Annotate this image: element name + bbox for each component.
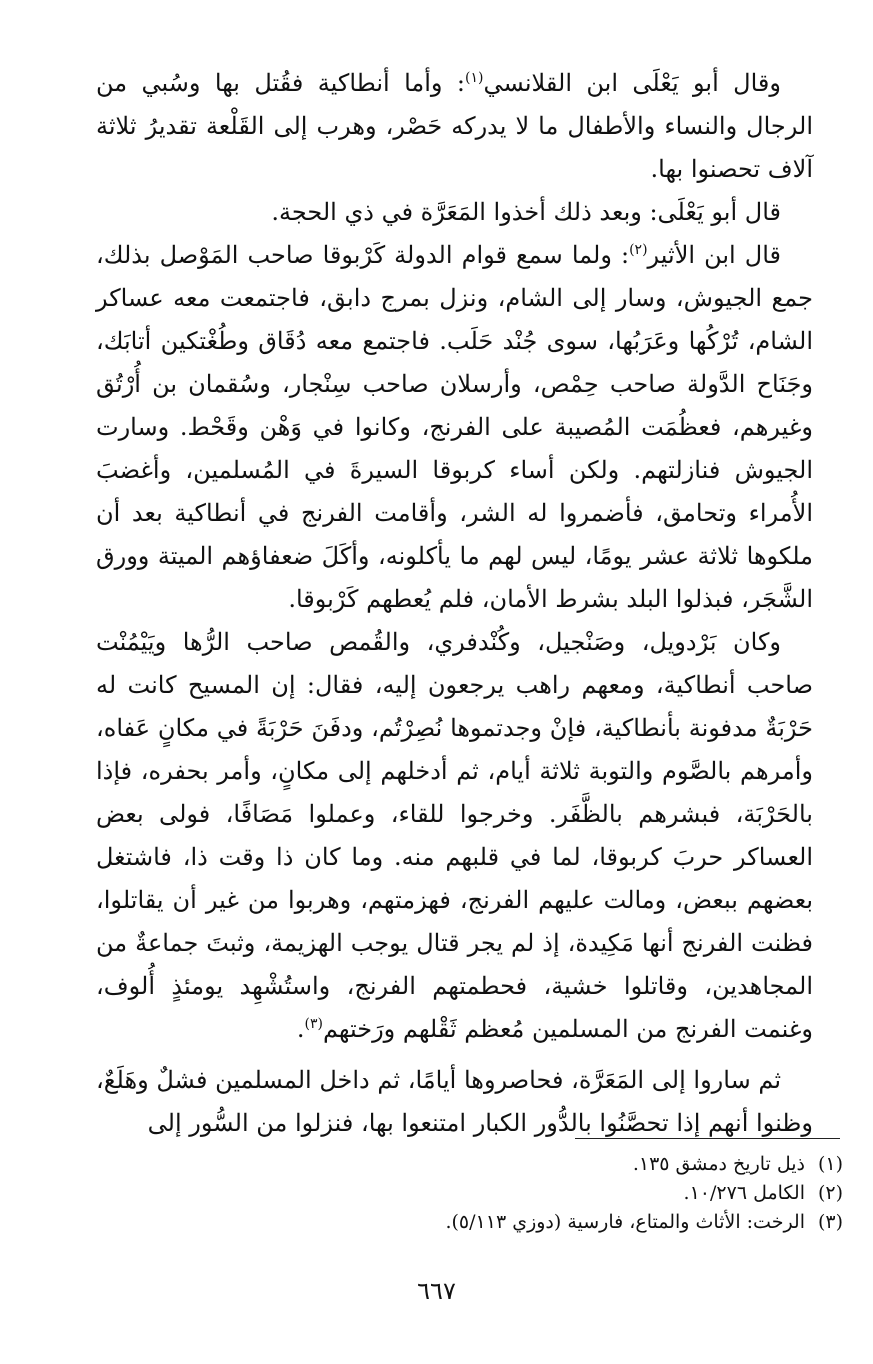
footnote-ref-3: (٣) bbox=[304, 1016, 323, 1032]
paragraph-1-text-cont: : وأما أنطاكية فقُتل بها وسُبي من الرجال والنساء والأطفال ما لا يدركه حَصْر، وهرب إلى القَلْعة تقديرُ ثلاثة آلاف تحصنوا بها. bbox=[96, 69, 813, 183]
paragraph-3 bbox=[96, 234, 813, 621]
footnote-text: الكامل ١٠/٢٧٦. bbox=[683, 1182, 805, 1204]
paragraph-1 bbox=[96, 62, 813, 191]
paragraph-4-text-cont: . bbox=[296, 1015, 305, 1043]
paragraph-4 bbox=[96, 621, 813, 1051]
footnote-text: الرخت: الأثاث والمتاع، فارسية (دوزي ٥/١١٣). bbox=[445, 1211, 805, 1233]
paragraph-5-text: ثم ساروا إلى المَعَرَّة، فحاصروها أيامًا، ثم داخل المسلمين فشلٌ وهَلَعٌ، وظنوا أنهم إذا تحصَّنُوا بالدُّور الكبار امتنعوا بها، فنزلوا من السُّور إلى bbox=[96, 1066, 813, 1137]
footnote-3 bbox=[100, 1208, 843, 1237]
footnote-text: ذيل تاريخ دمشق ١٣٥. bbox=[632, 1153, 805, 1175]
footnote-number: (٢) bbox=[817, 1182, 843, 1204]
paragraph-3-text-cont: : ولما سمع قوام الدولة كَرْبوقا صاحب المَوْصل بذلك، جمع الجيوش، وسار إلى الشام، ونزل بمرج دابق، فاجتمعت معه عساكر الشام، تُرْكُها وعَرَبُها، سوى جُنْد حَلَب. فاجتمع معه دُقَاق وطُغْتكين أتابَك، وجَنَاح الدَّولة صاحب حِمْص، وأرسلان صاحب سِنْجار، وسُقمان بن أُرْتُق وغيرهم، فعظُمَت المُصيبة على الفرنج، وكانوا في وَهْن وقَحْط. وسارت الجيوش فنازلتهم. ولكن أساء كربوقا السيرةَ في المُسلمين، وأغضبَ الأُمراء وتحامق، فأضمروا له الشر، وأقامت الفرنج في أنطاكية بعد أن ملكوها ثلاثة عشر يومًا، ليس لهم ما يأكلونه، وأكَلَ ضعفاؤهم الميتة وورق الشَّجَر، فبذلوا البلد بشرط الأمان، فلم يُعطهم كَرْبوقا. bbox=[96, 241, 813, 613]
footnote-number: (٣) bbox=[817, 1211, 843, 1233]
paragraph-4-text: وكان بَرْدويل، وصَنْجيل، وكُنْدفري، والقُمص صاحب الرُّها ويَيْمُنْت صاحب أنطاكية، ومعهم راهب يرجعون إليه، فقال: إن المسيح كانت له حَرْبَةٌ مدفونة بأنطاكية، فإنْ وجدتموها نُصِرْتُم، ودفَنَ حَرْبَةً في مكانٍ عَفاه، وأمرهم بالصَّوم والتوبة ثلاثة أيام، ثم أدخلهم إلى مكانٍ، وأمر بحفره، فإذا بالحَرْبَة، فبشرهم بالظَّفَر. وخرجوا للقاء، وعملوا مَصَافًا، فولى بعض العساكر حربَ كربوقا، لما في قلبهم منه. وما كان ذا وقت ذا، فاشتغل بعضهم ببعض، ومالت عليهم الفرنج، فهزمتهم، وهربوا من غير أن يقاتلوا، فظنت الفرنج أنها مَكِيدة، إذ لم يجر قتال يوجب الهزيمة، وثبتَ جماعةٌ من المجاهدين، وقاتلوا خشية، فحطمتهم الفرنج، واستُشْهِد يومئذٍ أُلوف، وغنمت الفرنج من المسلمين مُعظم ثَقْلهم ورَختهم bbox=[96, 628, 813, 1043]
footnote-ref-1: (١) bbox=[464, 70, 484, 86]
paragraph-2-text: قال أبو يَعْلَى: وبعد ذلك أخذوا المَعَرَّة في ذي الحجة. bbox=[271, 198, 781, 226]
paragraph-3-text: قال ابن الأثير bbox=[647, 241, 781, 269]
footnote-divider bbox=[575, 1138, 840, 1139]
page-number: ٦٦٧ bbox=[417, 1277, 456, 1305]
paragraph-1-text: وقال أبو يَعْلَى ابن القلانسي bbox=[483, 69, 781, 97]
footnote-ref-2: (٢) bbox=[629, 242, 648, 258]
paragraph-2 bbox=[96, 191, 813, 234]
footnotes bbox=[100, 1150, 843, 1237]
main-text bbox=[96, 62, 813, 1145]
footnote-1 bbox=[100, 1150, 843, 1179]
footnote-number: (١) bbox=[817, 1153, 843, 1175]
footnote-2 bbox=[100, 1179, 843, 1208]
paragraph-5 bbox=[96, 1059, 813, 1145]
